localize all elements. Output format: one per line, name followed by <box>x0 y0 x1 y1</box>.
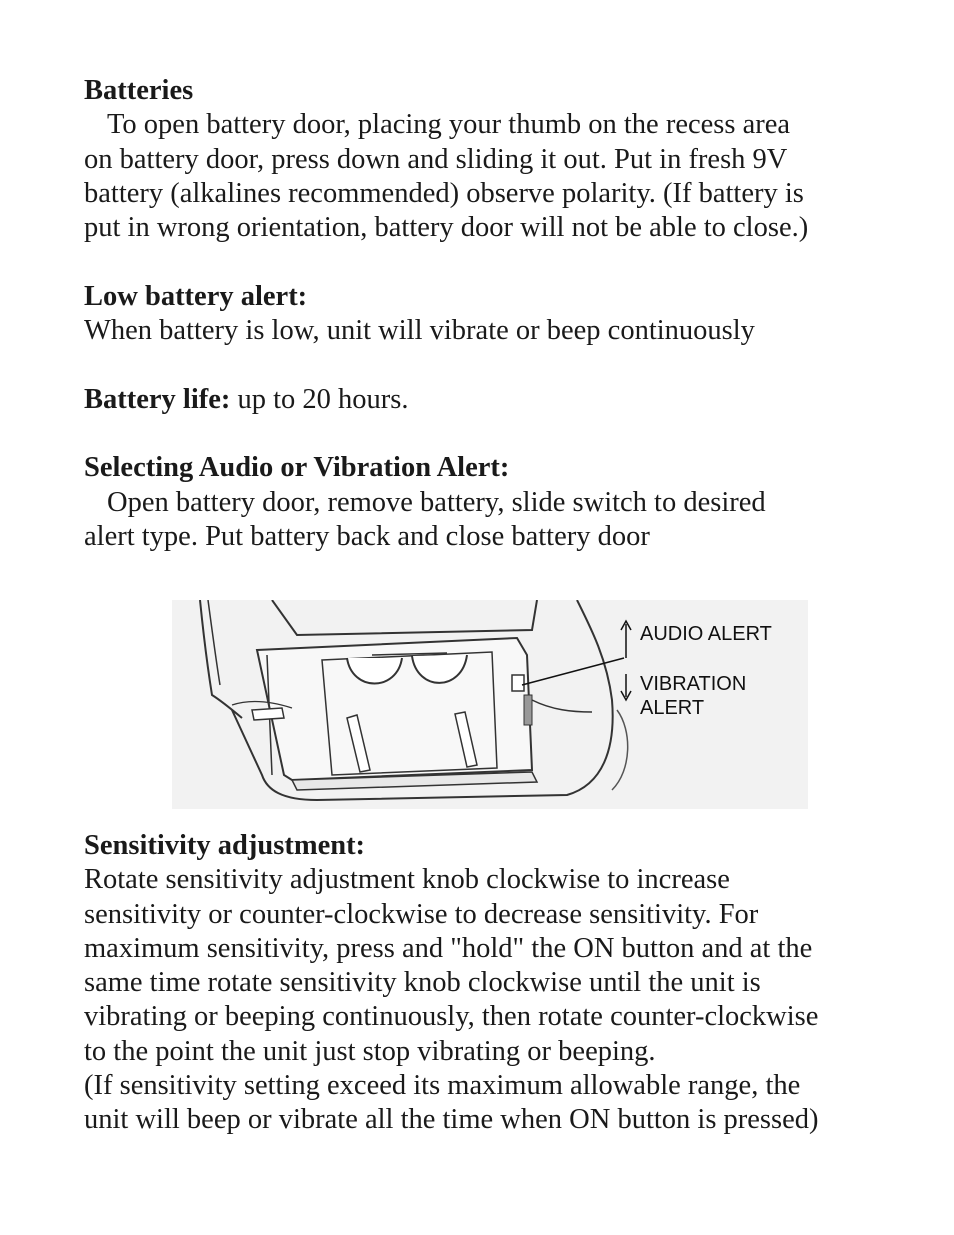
selecting-alert-line-2: alert type. Put battery back and close battery door <box>84 520 650 552</box>
sensitivity-line-1: Rotate sensitivity adjustment knob clockwise to increase <box>84 864 730 896</box>
battery-life-value: up to 20 hours. <box>230 383 409 415</box>
battery-compartment-illustration <box>172 600 808 809</box>
audio-alert-label: AUDIO ALERT <box>640 623 772 645</box>
batteries-line-3: battery (alkalines recommended) observe polarity. (If battery is <box>84 177 804 209</box>
sensitivity-line-2: sensitivity or counter-clockwise to decrease sensitivity. For <box>84 898 759 930</box>
low-battery-heading: Low battery alert: <box>84 280 308 312</box>
sensitivity-heading: Sensitivity adjustment: <box>84 830 366 861</box>
batteries-line-2: on battery door, press down and sliding it out. Put in fresh 9V <box>84 143 788 175</box>
batteries-heading: Batteries <box>84 75 194 106</box>
sensitivity-line-3: maximum sensitivity, press and "hold" the ON button and at the <box>84 932 813 964</box>
manual-page <box>84 74 904 554</box>
selecting-alert-line-1: Open battery door, remove battery, slide switch to desired <box>107 486 766 518</box>
sensitivity-line-6: to the point the unit just stop vibrating or beeping. <box>84 1035 656 1067</box>
low-battery-text: When battery is low, unit will vibrate or beep continuously <box>84 315 755 347</box>
battery-compartment-figure <box>172 600 808 809</box>
sensitivity-section <box>84 829 914 1138</box>
spacer <box>84 348 904 382</box>
battery-life-label: Battery life: <box>84 383 231 415</box>
batteries-line-1: To open battery door, placing your thumb on the recess area <box>107 109 791 141</box>
spacer <box>84 417 904 451</box>
battery-life-line <box>84 383 904 417</box>
selecting-alert-heading: Selecting Audio or Vibration Alert: <box>84 452 510 484</box>
sensitivity-line-5: vibrating or beeping continuously, then rotate counter-clockwise <box>84 1001 819 1033</box>
sensitivity-line-7: (If sensitivity setting exceed its maximum allowable range, the <box>84 1070 801 1102</box>
batteries-line-4: put in wrong orientation, battery door will not be able to close.) <box>84 212 809 244</box>
spacer <box>84 245 904 279</box>
sensitivity-line-8: unit will beep or vibrate all the time when ON button is pressed) <box>84 1104 819 1136</box>
sensitivity-line-4: same time rotate sensitivity knob clockwise until the unit is <box>84 967 761 999</box>
vibration-alert-label-1: VIBRATION <box>640 673 747 695</box>
vibration-alert-label-2: ALERT <box>640 697 705 719</box>
